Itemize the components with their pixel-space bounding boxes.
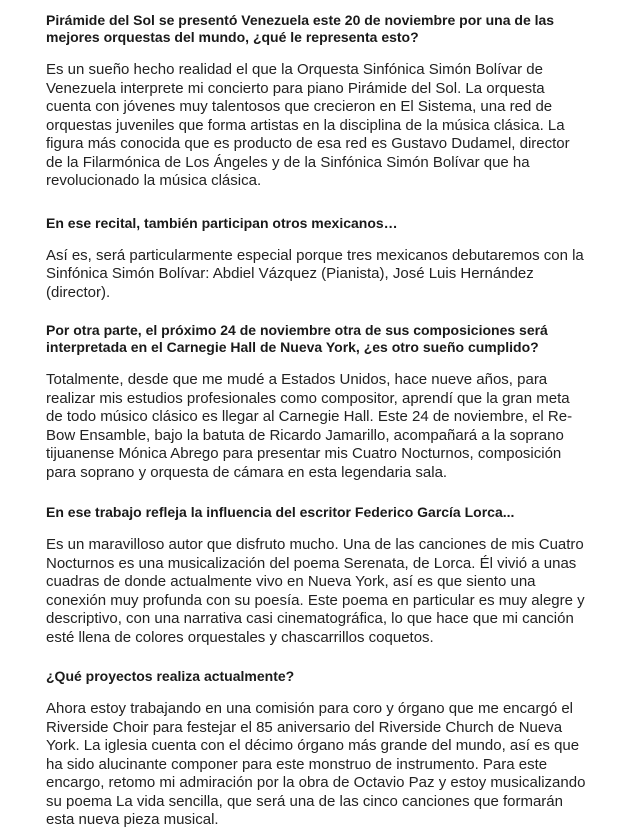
interview-question: Por otra parte, el próximo 24 de noviembre otra de sus composiciones será interpretada en el Carnegie Hall de Nueva York, ¿es otro sueño cumplido? — [46, 322, 548, 355]
interview-answer: Totalmente, desde que me mudé a Estados Unidos, hace nueve años, para realizar mis estudios profesionales como compositor, aprendí que la gran meta de todo músico clásico es llegar al Carnegie Hall. Este 24 de noviembre, el Re-Bow Ensamble, bajo la batuta de Ricardo Jamarillo, acompañará a la soprano tijuanense Mónica Abrego para presentar mis Cuatro Nocturnos, composición para soprano y orquesta de cámara en esta legendaria sala. — [46, 371, 573, 481]
interview-answer: Así es, será particularmente especial porque tres mexicanos debutaremos con la Sinfónica Simón Bolívar: Abdiel Vázquez (Pianista), José Luis Hernández (director). — [46, 246, 584, 301]
interview-answer: Es un maravilloso autor que disfruto mucho. Una de las canciones de mis Cuatro Nocturnos es una musicalización del poema Serenata, de Lorca. Él vivió a unas cuadras de donde actualmente vivo en Nueva York, así es que siento una conexión muy profunda con su poesía. Este poema en particular es muy alegre y descriptivo, con una narrativa casi cinematográfica, lo que hace que mi canción esté llena de colores orquestales y chascarrillos coquetos. — [46, 536, 585, 646]
interview-question: Pirámide del Sol se presentó Venezuela este 20 de noviembre por una de las mejores orquestas del mundo, ¿qué le representa esto? — [46, 12, 555, 45]
qa-block — [46, 12, 586, 191]
qa-block — [46, 322, 586, 482]
qa-block — [46, 668, 586, 830]
interview-question: En ese recital, también participan otros mexicanos… — [46, 214, 398, 231]
interview-question: En ese trabajo refleja la influencia del escritor Federico García Lorca... — [46, 504, 515, 520]
interview-question: ¿Qué proyectos realiza actualmente? — [46, 668, 295, 684]
interview-answer: Es un sueño hecho realidad el que la Orquesta Sinfónica Simón Bolívar de Venezuela interprete mi concierto para piano Pirámide del Sol. La orquesta cuenta con jóvenes muy talentosos que crecieron en El Sistema, una red de orquestas juveniles que forma artistas en la disciplina de la música clásica. La figura más conocida que es producto de esa red es Gustavo Dudamel, director de la Filarmónica de Los Ángeles y de la Sinfónica Simón Bolívar que ha revolucionado la música clásica. — [46, 61, 570, 189]
interview-answer: Ahora estoy trabajando en una comisión para coro y órgano que me encargó el Riverside Choir para festejar el 85 aniversario del Riverside Church de Nueva York. La iglesia cuenta con el décimo órgano más grande del mundo, así es que ha sido alucinante componer para este monstruo de instrumento. Para este encargo, retomo mi admiración por la obra de Octavio Paz y estoy musicalizando su poema La vida sencilla, que será una de las cinco canciones que formarán esta nueva pieza musical. — [46, 700, 586, 828]
qa-block — [46, 504, 586, 647]
qa-block — [46, 215, 586, 303]
